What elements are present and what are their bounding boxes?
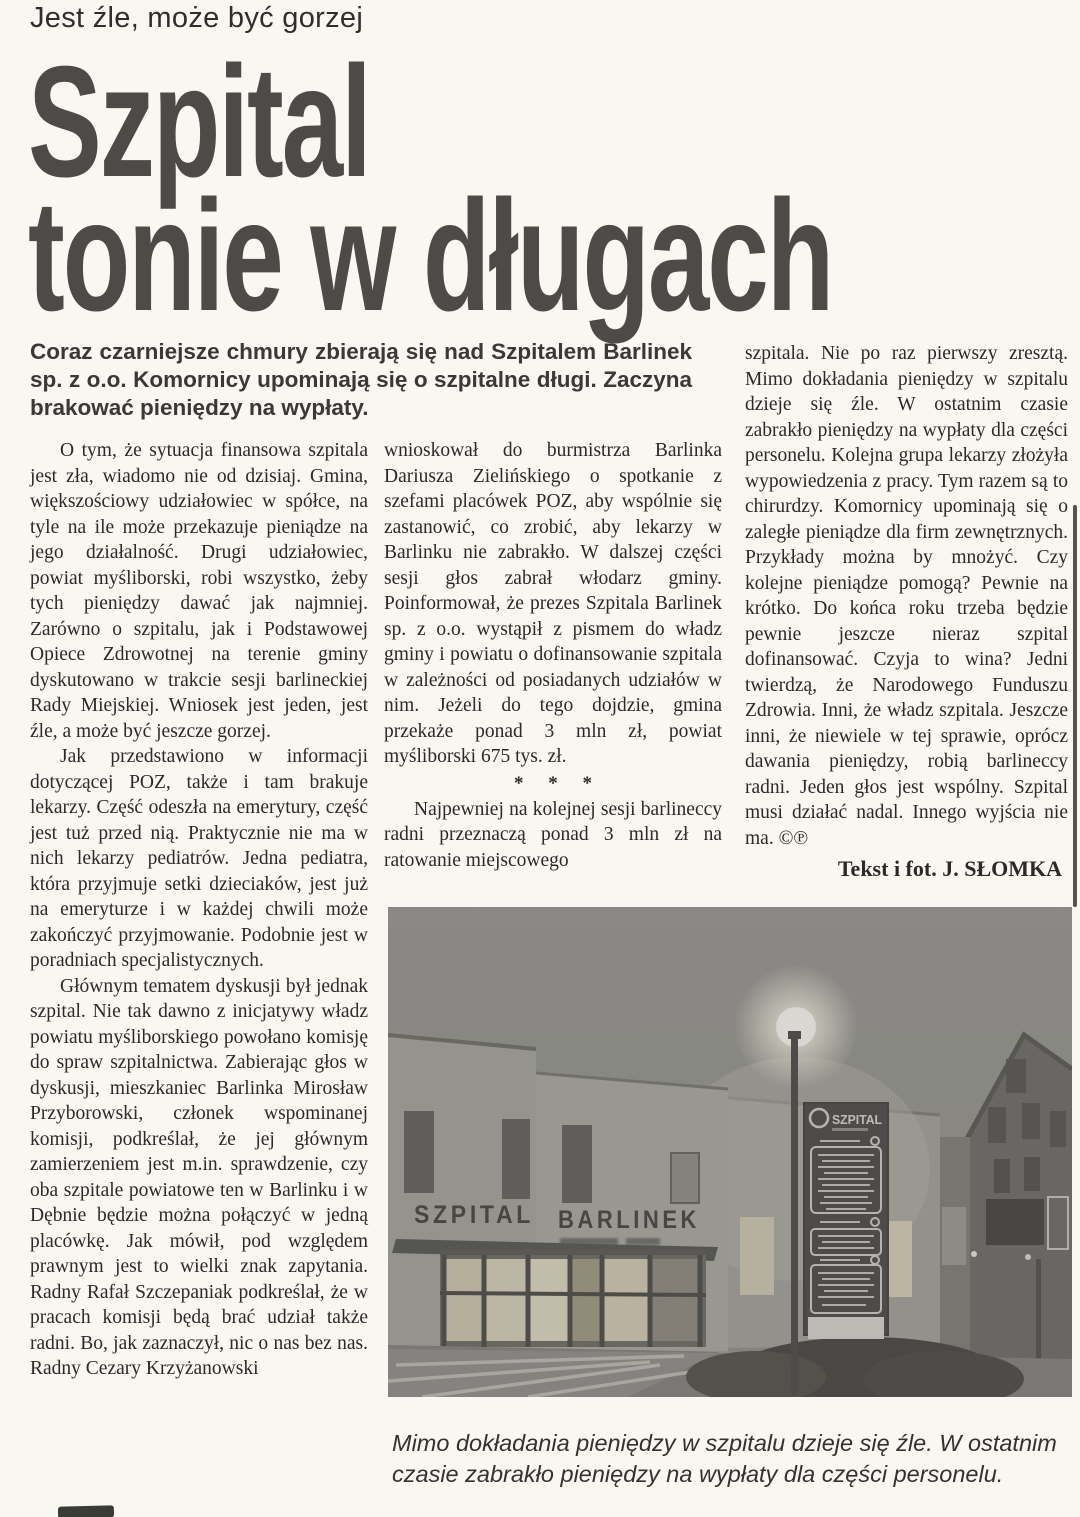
- kicker: Jest źle, może być gorzej: [30, 2, 364, 34]
- column-1: [30, 438, 368, 1382]
- section-separator: * * *: [514, 772, 602, 794]
- photo-caption: Mimo dokładania pieniędzy w szpitalu dzieje się źle. W ostatnim czasie zabrakło pieniędzy na wypłaty dla części personelu.: [392, 1430, 1057, 1487]
- article-paragraph: wnioskował do burmistrza Barlinka Dariusza Zielińskiego o spotkanie z szefami placówek POZ, aby wspólnie się zastanowić, co zrobić, aby lekarzy w Barlinku nie zabrakło. W dalszej części sesji głos zabrał włodarz gminy. Poinformował, że prezes Szpitala Barlinek sp. z o.o. wystąpił z pismem do władz gminy i powiatu o dofinansowanie szpitala w zależności od posiadanych udziałów w nim. Jeżeli do tego dojdzie, gmina przekaże ponad 3 mln zł, powiat myśliborski 675 tys. zł.: [384, 440, 722, 767]
- article-paragraph: Głównym tematem dyskusji był jednak szpital. Nie tak dawno z inicjatywy władz powiatu myśliborskiego powołano komisję do spraw szpitalnictwa. Zabierając głos w dyskusji, mieszkaniec Barlinka Mirosław Przyborowski, członek wspominanej komisji, podkreślał, że jej głównym zamierzeniem jest m.in. sprawdzenie, czy oba szpitale powiatowe ten w Barlinku i w Dębnie będzie można połączyć w jedną placówkę. Jak mówił, pod względem prawnym jest to wielki znak zapytania. Radny Rafał Szczepaniak podkreślał, że w pracach komisji będą brać udział także radni. Bo, jak zaznaczył, nic o nas bez nas. Radny Cezary Krzyżanowski: [30, 975, 368, 1379]
- hospital-photo: [388, 907, 1072, 1397]
- scan-smudge: [58, 1505, 114, 1517]
- scan-edge-line: [1073, 505, 1077, 907]
- photo-grain-light: [388, 907, 1072, 1397]
- lead-paragraph: Coraz czarniejsze chmury zbierają się nad Szpitalem Barlinek sp. z o.o. Komornicy upominają się o szpitalne długi. Zaczyna brakować pieniędzy na wypłaty.: [30, 339, 692, 420]
- facade-sign-word-szpital: SZPITAL: [414, 1201, 534, 1229]
- headline-line1: Szpital: [28, 34, 370, 210]
- totem-sign-label: SZPITAL: [832, 1112, 883, 1127]
- article-paragraph: O tym, że sytuacja finansowa szpitala jest zła, wiadomo nie od dzisiaj. Gmina, większościowy udziałowiec w spółce, na tyle na ile może przekazuje pieniądze na jego działalność. Drugi udziałowiec, powiat myśliborski, robi wszystko, żeby tych pieniędzy dawać jak najmniej. Zarówno o szpitalu, jak i Podstawowej Opiece Zdrowotnej na terenie gminy dyskutowano w trakcie sesji barlineckiej Rady Miejskiej. Wniosek jest jeden, jest źle, a może być jeszcze gorzej.: [30, 440, 368, 742]
- facade-sign-word-barlinek: BARLINEK: [558, 1206, 700, 1234]
- article-paragraph: Jak przedstawiono w informacji dotyczącej POZ, także i tam brakuje lekarzy. Część odeszła na emerytury, część jest tuż przed nią. Praktycznie nie ma w nich lekarzy pediatrów. Jedna pediatra, która przyjmuje setki dzieciaków, jest już na emeryturze i w każdej chwili może zakończyć przyjmowanie. Podobnie jest w poradniach specjalistycznych.: [30, 746, 368, 971]
- headline-line2: tonie w długach: [28, 168, 833, 344]
- column-3: [745, 341, 1068, 882]
- article-paragraph: Najpewniej na kolejnej sesji barlineccy radni przeznaczą ponad 3 mln zł na ratowanie miejscowego: [384, 798, 722, 871]
- column-2: [384, 438, 722, 873]
- article-paragraph: szpitala. Nie po raz pierwszy zresztą. Mimo dokładania pieniędzy w szpitalu dzieje się źle. W ostatnim czasie zabrakło pieniędzy na wypłaty dla części personelu. Kolejna grupa lekarzy złożyła wypowiedzenia z pracy. Tym razem są to chirurdzy. Komornicy upominają się o zaległe pieniądze dla firm zewnętrznych. Przykłady można by mnożyć. Czy kolejne pieniądze pomogą? Pewnie na krótko. Do końca roku trzeba będzie pewnie jeszcze nieraz szpital dofinansować. Czyja to wina? Jedni twierdzą, że Narodowego Funduszu Zdrowia. Inni, że władz szpitala. Jeszcze inni, że niewiele w tej sprawie, oprócz dawania pieniędzy, robią barlineccy radni. Jeden głos jest wspólny. Szpital musi działać nadal. Innego wyjścia nie ma. ©℗: [745, 343, 1068, 849]
- byline: Tekst i fot. J. SŁOMKA: [837, 856, 1062, 881]
- headline: [28, 34, 833, 344]
